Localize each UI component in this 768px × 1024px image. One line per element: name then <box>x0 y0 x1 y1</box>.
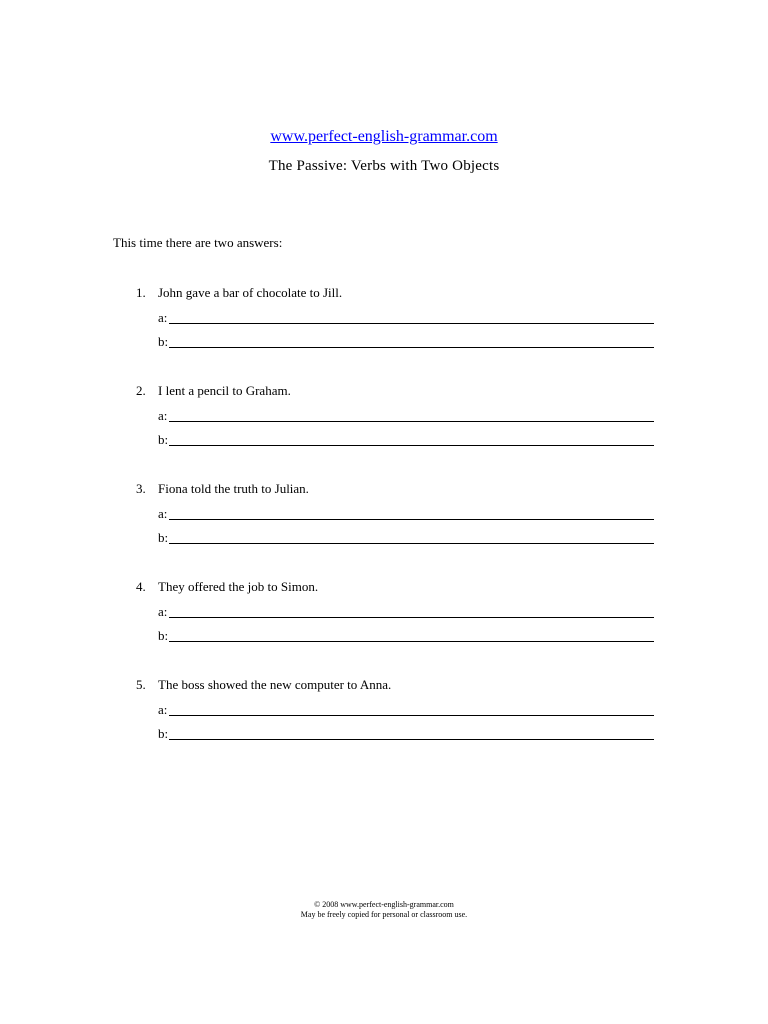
answer-a-label: a: <box>158 604 168 619</box>
answer-b-label: b: <box>158 628 169 643</box>
answer-a-field[interactable] <box>158 696 656 720</box>
answer-a-label: a: <box>158 408 168 423</box>
question-prompt <box>136 578 656 596</box>
usage-text: May be freely copied for personal or classroom use. <box>300 910 468 919</box>
page-title: The Passive: Verbs with Two Objects <box>268 158 500 174</box>
question-2 <box>136 382 656 450</box>
answer-a-field[interactable] <box>158 304 656 328</box>
answer-b-label: b: <box>158 530 169 545</box>
answer-a-field[interactable] <box>158 402 656 426</box>
question-text: The boss showed the new computer to Anna. <box>158 677 392 692</box>
answer-a-label: a: <box>158 310 168 325</box>
answer-b-label: b: <box>158 432 169 447</box>
answer-b-line[interactable] <box>169 739 654 740</box>
answer-b-label: b: <box>158 726 169 741</box>
question-number: 4. <box>136 579 146 594</box>
question-prompt <box>136 480 656 498</box>
question-text: They offered the job to Simon. <box>158 579 319 594</box>
answer-a-line[interactable] <box>169 323 654 324</box>
answer-a-line[interactable] <box>169 617 654 618</box>
question-text: John gave a bar of chocolate to Jill. <box>158 285 343 300</box>
answer-b-line[interactable] <box>169 543 654 544</box>
answer-a-label: a: <box>158 506 168 521</box>
answer-b-field[interactable] <box>158 328 656 352</box>
answer-a-line[interactable] <box>169 519 654 520</box>
answer-a-line[interactable] <box>169 715 654 716</box>
question-number: 2. <box>136 383 146 398</box>
answer-b-line[interactable] <box>169 445 654 446</box>
question-prompt <box>136 676 656 694</box>
copyright-text: © 2008 www.perfect-english-grammar.com <box>314 900 454 909</box>
question-prompt <box>136 284 656 302</box>
question-4 <box>136 578 656 646</box>
answer-a-line[interactable] <box>169 421 654 422</box>
answer-b-field[interactable] <box>158 426 656 450</box>
question-text: I lent a pencil to Graham. <box>158 383 291 398</box>
page-footer <box>0 900 768 920</box>
answer-b-label: b: <box>158 334 169 349</box>
instructions-text: This time there are two answers: <box>113 235 283 250</box>
question-5 <box>136 676 656 744</box>
question-number: 3. <box>136 481 146 496</box>
answer-a-field[interactable] <box>158 598 656 622</box>
answer-a-label: a: <box>158 702 168 717</box>
answer-b-field[interactable] <box>158 524 656 548</box>
answer-b-line[interactable] <box>169 347 654 348</box>
question-prompt <box>136 382 656 400</box>
question-3 <box>136 480 656 548</box>
question-number: 1. <box>136 285 146 300</box>
question-number: 5. <box>136 677 146 692</box>
answer-b-field[interactable] <box>158 622 656 646</box>
answer-b-field[interactable] <box>158 720 656 744</box>
question-1 <box>136 284 656 352</box>
question-text: Fiona told the truth to Julian. <box>158 481 309 496</box>
site-link[interactable]: www.perfect-english-grammar.com <box>270 128 498 145</box>
answer-b-line[interactable] <box>169 641 654 642</box>
answer-a-field[interactable] <box>158 500 656 524</box>
